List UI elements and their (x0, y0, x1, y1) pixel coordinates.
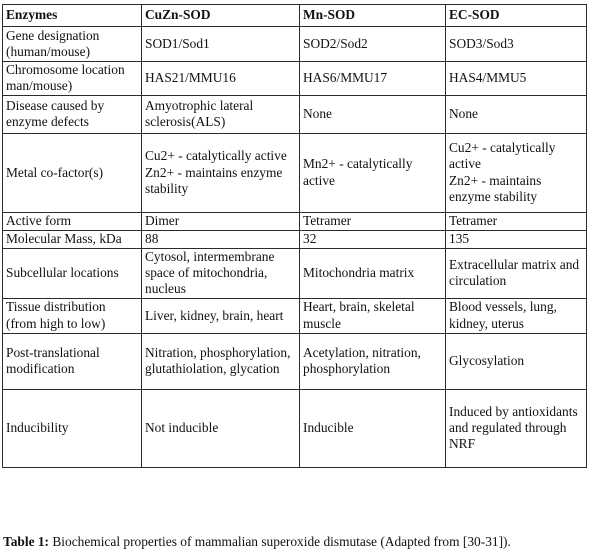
header-row (3, 5, 587, 27)
table-caption (3, 534, 587, 550)
table-row (3, 333, 587, 389)
table-row (3, 298, 587, 333)
cell-mn: Mitochondria matrix (300, 248, 446, 298)
header-cuzn-sod: CuZn-SOD (142, 5, 300, 27)
cell-mn: Heart, brain, skeletal muscle (300, 298, 446, 333)
table-row (3, 62, 587, 96)
table-row (3, 27, 587, 62)
cell-cuzn: Amyotrophic lateral sclerosis(ALS) (142, 95, 300, 133)
row-label: Disease caused by enzyme defects (3, 95, 142, 133)
cell-mn: HAS6/MMU17 (300, 62, 446, 96)
cell-cuzn: Not inducible (142, 389, 300, 467)
cell-mn: Tetramer (300, 212, 446, 230)
cell-ec: Glycosylation (446, 333, 587, 389)
cell-mn: SOD2/Sod2 (300, 27, 446, 62)
cell-cuzn: HAS21/MMU16 (142, 62, 300, 96)
row-label: Gene designation (human/mouse) (3, 27, 142, 62)
cell-cuzn: Dimer (142, 212, 300, 230)
table-row (3, 212, 587, 230)
cell-ec: Tetramer (446, 212, 587, 230)
cell-cuzn: SOD1/Sod1 (142, 27, 300, 62)
row-label: Chromosome location man/mouse) (3, 62, 142, 96)
header-ec-sod: EC-SOD (446, 5, 587, 27)
cell-mn: Mn2+ - catalytically active (300, 133, 446, 212)
table-row (3, 389, 587, 467)
row-label: Subcellular locations (3, 248, 142, 298)
cell-ec: Extracellular matrix and circulation (446, 248, 587, 298)
cell-ec: None (446, 95, 587, 133)
caption-text: Biochemical properties of mammalian superoxide dismutase (Adapted from [30-31]). (49, 534, 511, 549)
cell-mn: 32 (300, 230, 446, 248)
cell-mn: Inducible (300, 389, 446, 467)
cell-cuzn: Nitration, phosphorylation, glutathiolation, glycation (142, 333, 300, 389)
cell-ec: 135 (446, 230, 587, 248)
row-label: Active form (3, 212, 142, 230)
cell-cuzn: Cytosol, intermembrane space of mitochondria, nucleus (142, 248, 300, 298)
row-label: Post-translational modification (3, 333, 142, 389)
cell-cuzn: Liver, kidney, brain, heart (142, 298, 300, 333)
cell-mn: Acetylation, nitration, phosphorylation (300, 333, 446, 389)
table-row (3, 248, 587, 298)
table-row (3, 95, 587, 133)
cell-mn: None (300, 95, 446, 133)
cell-ec: Cu2+ - catalytically active Zn2+ - maintains enzyme stability (446, 133, 587, 212)
header-mn-sod: Mn-SOD (300, 5, 446, 27)
sod-properties-table (2, 4, 587, 468)
cell-cuzn: Cu2+ - catalytically active Zn2+ - maintains enzyme stability (142, 133, 300, 212)
table-row (3, 230, 587, 248)
cell-cuzn: 88 (142, 230, 300, 248)
cell-ec: SOD3/Sod3 (446, 27, 587, 62)
row-label: Inducibility (3, 389, 142, 467)
table-container (2, 4, 586, 468)
cell-ec: HAS4/MMU5 (446, 62, 587, 96)
cell-ec: Induced by antioxidants and regulated through NRF (446, 389, 587, 467)
row-label: Tissue distribution (from high to low) (3, 298, 142, 333)
table-row (3, 133, 587, 212)
row-label: Metal co-factor(s) (3, 133, 142, 212)
cell-ec: Blood vessels, lung, kidney, uterus (446, 298, 587, 333)
row-label: Molecular Mass, kDa (3, 230, 142, 248)
caption-label: Table 1: (3, 534, 50, 549)
header-enzymes: Enzymes (3, 5, 142, 27)
